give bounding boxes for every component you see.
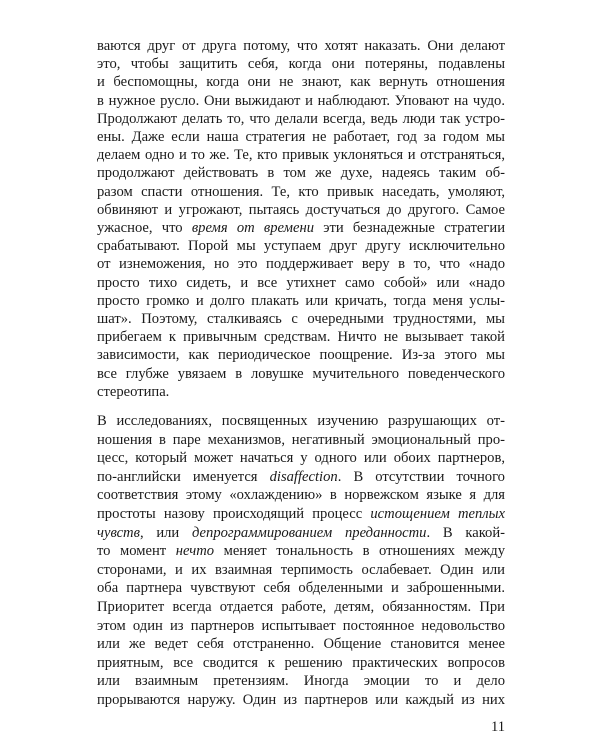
paragraph2-line [97, 579, 505, 597]
text-run: от изнеможения, но это поддерживает веру в то, что «надо [97, 256, 505, 273]
italic-text: время от времени [191, 220, 314, 236]
paragraph2-line [97, 431, 505, 449]
paragraph1-line [97, 219, 505, 237]
text-run: зависимости, как периодическое поощрение. Из-за этого мы [97, 347, 505, 364]
text-run: это, чтобы защитить себя, когда они потеряны, подавлены [97, 56, 505, 73]
paragraph2-line [97, 505, 505, 523]
text-run: , или [139, 524, 192, 541]
text-run: срабатывают. Порой мы уступаем друг другу исключительно [97, 238, 505, 255]
text-run: в нужное русло. Они выжидают и наблюдают. Уповают на чудо. [97, 92, 505, 109]
italic-text: нечто [175, 543, 215, 560]
text-run: Продолжают делать то, что делали всегда, ведь люди так устро- [97, 110, 505, 127]
paragraph1-line [97, 292, 505, 310]
text-run: сторонами, и их взаимная терпимость ослабевает. Один или [97, 561, 505, 578]
paragraph1-line [97, 128, 505, 146]
text-run: стереотипа. [97, 383, 170, 400]
paragraph2-line [97, 542, 505, 560]
paragraph2-line [97, 598, 505, 616]
paragraph1-line [97, 255, 505, 273]
paragraph1-line [97, 146, 505, 164]
paragraph2-line [97, 412, 505, 430]
text-run: шат». Поэтому, сталкиваясь с очередными трудностями, мы [97, 311, 505, 327]
paragraph2-line [97, 635, 505, 653]
paragraph1-line [97, 328, 505, 346]
paragraph1-line [97, 274, 505, 292]
paragraph1-line [97, 37, 505, 55]
paragraph1-line [97, 92, 505, 110]
text-run: ношения в паре механизмов, негативный эмоциональный про- [97, 431, 505, 448]
text-run: соответствия этому «охлаждению» в норвежском языке я для [97, 487, 505, 504]
text-run: . В какой- [426, 524, 506, 541]
paragraph1-line [97, 346, 505, 364]
text-run: разом спасти отношения. Те, кто привык наседать, умоляют, [97, 183, 505, 200]
text-run: или же ведет себя отстраненно. Общение становится менее [97, 636, 505, 653]
text-run: по-английски именуется [97, 468, 270, 485]
text-run: Приоритет всегда отдается работе, детям, обязанностям. При [97, 599, 505, 615]
paragraph1-line [97, 310, 505, 328]
text-run: делаем одно и то же. Те, кто привык уклоняться и отстраняться, [97, 147, 505, 164]
paragraph1-line [97, 237, 505, 255]
text-run: все глубже увязаем в ловушке мучительного поведенческого [97, 365, 505, 382]
text-run: оба партнера чувствуют себя обделенными и заброшенными. [97, 580, 505, 597]
paragraph1-line [97, 55, 505, 73]
paragraph2-line [97, 449, 505, 467]
paragraph1-line [97, 73, 505, 91]
text-run: простоты назову происходящий процесс [97, 506, 371, 522]
italic-text: истощением теплых [370, 506, 505, 522]
text-run: продолжают действовать в том же духе, надеясь таким об- [97, 165, 505, 182]
text-run: или взаимным претензиям. Иногда эмоции то и дело [97, 673, 505, 690]
text-run: просто громко и долго плакать или кричать, тогда меня услы- [97, 292, 505, 309]
text-run: этом один из партнеров испытывает постоянное недовольство [97, 617, 505, 634]
paragraph1-line [97, 183, 505, 201]
paragraph2-line [97, 486, 505, 504]
paragraph1-line [97, 110, 505, 128]
paragraph1-line [97, 201, 505, 219]
text-run: ужасное, что [97, 220, 192, 236]
paragraph2-line [97, 617, 505, 635]
text-run: то момент [97, 543, 176, 560]
paragraph1-line [97, 383, 505, 401]
paragraph2-line [97, 691, 505, 709]
italic-text: disaffection [269, 468, 338, 485]
paragraph2-line [97, 672, 505, 690]
text-run: обвиняют и угрожают, пытаясь достучаться до другого. Самое [97, 201, 505, 218]
italic-text: чувств [97, 524, 140, 541]
paragraph2-line [97, 524, 505, 542]
page-number: 11 [490, 719, 505, 735]
paragraph2-line [97, 561, 505, 579]
text-run: прорываются наружу. Один из партнеров или каждый из них [97, 692, 505, 708]
text-run: ваются друг от друга потому, что хотят наказать. Они делают [97, 38, 505, 54]
text-run: цесс, который может начаться у одного или обоих партнеров, [97, 450, 505, 467]
text-run: приятным, все сводится к решению практических вопросов [97, 654, 505, 671]
text-run: просто тихо сидеть, и все утихнет само собой» или «надо [97, 274, 505, 291]
text-run: . В отсутствии точного [337, 468, 505, 485]
text-run: меняет тональность в отношениях между [214, 543, 505, 560]
paragraph1-line [97, 365, 505, 383]
paragraph2-line [97, 654, 505, 672]
text-run: В исследованиях, посвященных изучению разрушающих от- [97, 413, 505, 429]
text-run: ены. Даже если наша стратегия не работает, год за годом мы [97, 129, 505, 145]
text-run: эти безнадежные стратегии [314, 220, 505, 236]
paragraph1-line [97, 164, 505, 182]
text-run: прибегаем к привычным средствам. Ничто не вызывает такой [97, 329, 505, 346]
text-run: и беспомощны, когда они не знают, как вернуть отношения [97, 74, 505, 91]
italic-text: депрограммированием преданности [192, 524, 427, 541]
paragraph2-line [97, 468, 505, 486]
